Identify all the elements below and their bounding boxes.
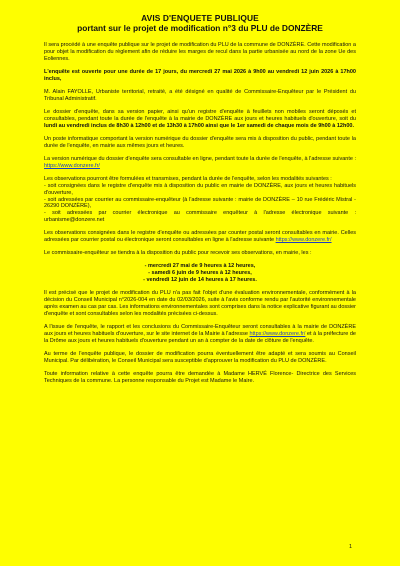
paragraph-contact: Toute information relative à cette enquête pourra être demandée à Madame HERVÉ Florence- Directrice des Services Techniques de la commune. La personne responsable du Projet est Madame le Maire. xyxy=(44,371,356,384)
online-text: La version numérique du dossier d'enquête sera consultable en ligne, pendant toute la durée de l'enquête, à l'adresse suivante : xyxy=(44,155,356,162)
paragraph-intro: Il sera procédé à une enquête publique sur le projet de modification du PLU de la commune de DONZÈRE. Cette modification a pour objet la modification du règlement afin de réduire les marges de recul dans la partie urbanisée au nord de la zone Ue des Eoliennes. xyxy=(44,42,356,62)
report-link[interactable]: https://www.donzere.fr/ xyxy=(249,331,306,338)
paragraph-dossier xyxy=(44,109,356,130)
report-text-a: A l'issue de l'enquête, le rapport et les conclusions du Commissaire-Enquêteur seront consultables à la mairie de DONZÈRE aux jours et heures habituels d'ouverture, sur le site internet de la Mairie à l'adresse xyxy=(44,324,356,338)
consultation-text: Les observations consignées dans le registre d'enquête ou adressées par counter postal seront consultables en mairie. Celles adressées par courrier postal ou électronique seront consultables en ligne à l'adresse suivante xyxy=(44,230,356,244)
opening-hours: lundi au vendredi inclus de 8h30 à 12h00 et de 13h30 à 17h00 ainsi que le 1er samedi de chaque mois de 9h00 à 12h00. xyxy=(44,122,354,129)
notice-body xyxy=(44,13,356,391)
paragraph-environment: Il est précisé que le projet de modification du PLU n'a pas fait l'objet d'une évaluation environnementale, conformément à la décision du Conseil Municipal n°2026-004 en date du 02/03/2026, suite à l'avis conforme rendu par l'autorité environnementale après examen au cas par cas. Les informations environnementales sont comprises dans la notice explicative figurant au dossier d'enquête et sont consultables selon les modalités précisées ci-dessus. xyxy=(44,290,356,318)
permanence-dates xyxy=(44,263,356,284)
paragraph-commissioner: M. Alain FAYOLLE, Urbaniste territorial, retraité, a été désigné en qualité de Commissaire-Enquêteur par le Président du Tribunal Administratif. xyxy=(44,88,356,102)
paragraph-online xyxy=(44,156,356,170)
permanence-date-3: - vendredi 12 juin de 14 heures à 17 heures. xyxy=(143,277,257,284)
paragraph-conclusion: Au terme de l'enquête publique, le dossier de modification pourra éventuellement être adapté et sera soumis au Conseil Municipal. Par délibération, le Conseil Municipal sera susceptible d'approuver la modification du PLU de DONZÈRE. xyxy=(44,351,356,364)
paragraph-consultation xyxy=(44,230,356,244)
dossier-text: Le dossier d'enquête, dans sa version papier, ainsi qu'un registre d'enquête à feuillets non mobiles seront déposés et consultables, pendant toute la durée de l'enquête à la mairie de DONZÈRE aux jours et heures habituels d'ouverture, soit du xyxy=(44,108,356,122)
page-number: 1 xyxy=(349,544,353,550)
permanence-date-2: - samedi 6 juin de 9 heures à 12 heures, xyxy=(148,270,252,277)
website-link[interactable]: https://www.donzere.fr/ xyxy=(44,162,100,169)
observations-intro: Les observations pourront être formulées et transmises, pendant la durée de l'enquête, selon les modalités suivantes : xyxy=(44,175,332,182)
observation-method-mail: - soit adressées par courrier au commissaire-enquêteur (à l'adresse suivante : mairie de DONZÈRE – 10 rue Frédéric Mistral - 26290 DONZÈRE), xyxy=(44,196,356,210)
observation-method-register: - soit consignées dans le registre d'enquête mis à disposition du public en mairie de DONZÈRE, aux jours et heures habituels d'ouverture, xyxy=(44,182,356,196)
paragraph-computer: Un poste informatique comportant la version numérique du dossier d'enquête sera mis à disposition du public, pendant toute la durée de l'enquête, en mairie aux mêmes jours et heures. xyxy=(44,135,356,149)
paragraph-observations xyxy=(44,176,356,224)
consultation-link[interactable]: https://www.donzere.fr/ xyxy=(275,237,332,244)
paragraph-permanences: Le commissaire-enquêteur se tiendra à la disposition du public pour recevoir ses observations, en mairie, les : xyxy=(44,250,312,257)
observation-method-email: - soit adressées par courrier électronique au commissaire enquêteur à l'adresse électronique suivante : urbanisme@donzere.net xyxy=(44,210,356,224)
notice-subtitle: portant sur le projet de modification n°3 du PLU de DONZÈRE xyxy=(77,23,323,33)
notice-title: AVIS D'ENQUETE PUBLIQUE xyxy=(141,13,259,23)
paragraph-duration: L'enquête est ouverte pour une durée de 17 jours, du mercredi 27 mai 2026 à 9h00 au vendredi 12 juin 2026 à 17h00 inclus, xyxy=(44,68,356,82)
report-text-b: et à la préfecture de la Drôme aux jours et heures habituels d'ouverture pendant un an à compter de la date de clôture de l'enquête. xyxy=(44,331,356,344)
paragraph-report xyxy=(44,324,356,345)
permanence-date-1: - mercredi 27 mai de 9 heures à 12 heures, xyxy=(144,263,256,270)
